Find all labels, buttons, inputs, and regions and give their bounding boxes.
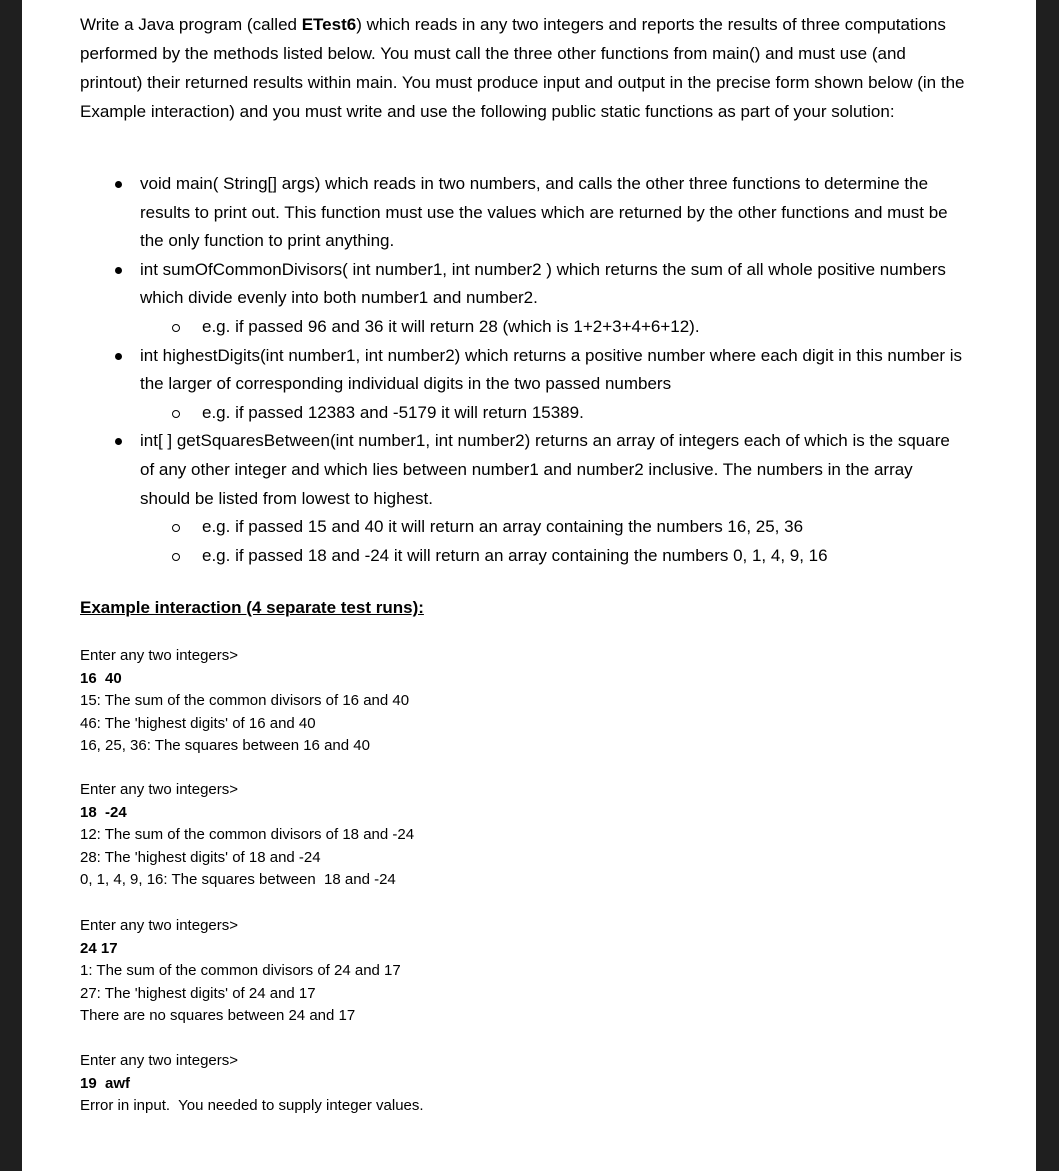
run-input: 19 awf — [80, 1074, 131, 1092]
sub-bullet-icon — [172, 410, 180, 418]
function-description: void main( String[] args) which reads in two numbers, and calls the other three functions to determine the results to print out. This function must use the values which are returned by the other functions and must be the only function to print anything. — [140, 174, 948, 251]
function-description: int sumOfCommonDivisors( int number1, int number2 ) which returns the sum of all whole positive numbers which divide evenly into both number1 and number2. — [140, 259, 946, 308]
sub-bullet-icon — [172, 553, 180, 561]
run-output: 0, 1, 4, 9, 16: The squares between 18 and -24 — [80, 871, 396, 888]
function-example — [22, 313, 962, 342]
run-prompt: Enter any two integers> — [80, 917, 239, 934]
run-output: 46: The 'highest digits' of 16 and 40 — [80, 714, 316, 732]
example-heading: Example interaction (4 separate test runs): — [80, 598, 424, 617]
run-output: Error in input. You needed to supply integer values. — [80, 1097, 424, 1114]
test-run-2 — [80, 779, 780, 892]
test-run-3 — [80, 915, 780, 1028]
function-example — [22, 399, 962, 428]
function-item-highest-digits — [22, 342, 965, 399]
function-item-main — [22, 170, 965, 256]
run-prompt: Enter any two integers> — [80, 781, 239, 798]
bullet-icon — [115, 181, 122, 188]
example-text: e.g. if passed 12383 and -5179 it will return 15389. — [202, 402, 584, 422]
bullet-icon — [115, 353, 122, 360]
test-run-1 — [80, 645, 780, 758]
bullet-icon — [115, 438, 122, 445]
function-description: int[ ] getSquaresBetween(int number1, int number2) returns an array of integers each of which is the square of any other integer and which lies between number1 and number2 inclusive. The numbers in the array should be listed from lowest to highest. — [140, 431, 950, 508]
run-output: There are no squares between 24 and 17 — [80, 1007, 356, 1024]
run-input: 24 17 — [80, 939, 118, 957]
function-example — [22, 513, 962, 542]
function-list — [22, 170, 1022, 570]
example-text: e.g. if passed 96 and 36 it will return 28 (which is 1+2+3+4+6+12). — [202, 316, 700, 336]
intro-paragraph — [80, 10, 970, 126]
function-description: int highestDigits(int number1, int number2) which returns a positive number where each digit in this number is the larger of corresponding individual digits in the two passed numbers — [140, 345, 963, 394]
sub-bullet-icon — [172, 524, 180, 532]
run-input: 16 40 — [80, 669, 122, 687]
class-name: ETest6 — [301, 15, 357, 34]
example-text: e.g. if passed 18 and -24 it will return an array containing the numbers 0, 1, 4, 9, 16 — [202, 545, 828, 565]
function-item-sum-of-common-divisors — [22, 256, 965, 313]
example-text: e.g. if passed 15 and 40 it will return an array containing the numbers 16, 25, 36 — [202, 517, 804, 537]
run-output: 1: The sum of the common divisors of 24 and 17 — [80, 962, 401, 979]
run-output: 15: The sum of the common divisors of 16 and 40 — [80, 692, 410, 709]
test-run-4 — [80, 1050, 780, 1118]
sub-bullet-icon — [172, 324, 180, 332]
run-prompt: Enter any two integers> — [80, 1052, 239, 1069]
run-output: 12: The sum of the common divisors of 18 and -24 — [80, 826, 415, 843]
run-input: 18 -24 — [80, 803, 127, 821]
run-output: 27: The 'highest digits' of 24 and 17 — [80, 984, 316, 1002]
bullet-icon — [115, 267, 122, 274]
intro-text-start: Write a Java program (called — [80, 15, 302, 34]
intro-text-end: ) which reads in any two integers and reports the results of three computations performed by the methods listed below. You must call the three other functions from main() and must use (and printout) their returned results within main. You must produce input and output in the precise form shown below (in the Example interaction) and you must write and use the following public static functions as part of your solution: — [80, 15, 965, 121]
run-output: 28: The 'highest digits' of 18 and -24 — [80, 848, 321, 866]
function-example — [22, 542, 962, 571]
document-page — [22, 0, 1036, 1171]
function-item-get-squares-between — [22, 427, 965, 513]
run-output: 16, 25, 36: The squares between 16 and 40 — [80, 737, 370, 754]
run-prompt: Enter any two integers> — [80, 647, 239, 664]
